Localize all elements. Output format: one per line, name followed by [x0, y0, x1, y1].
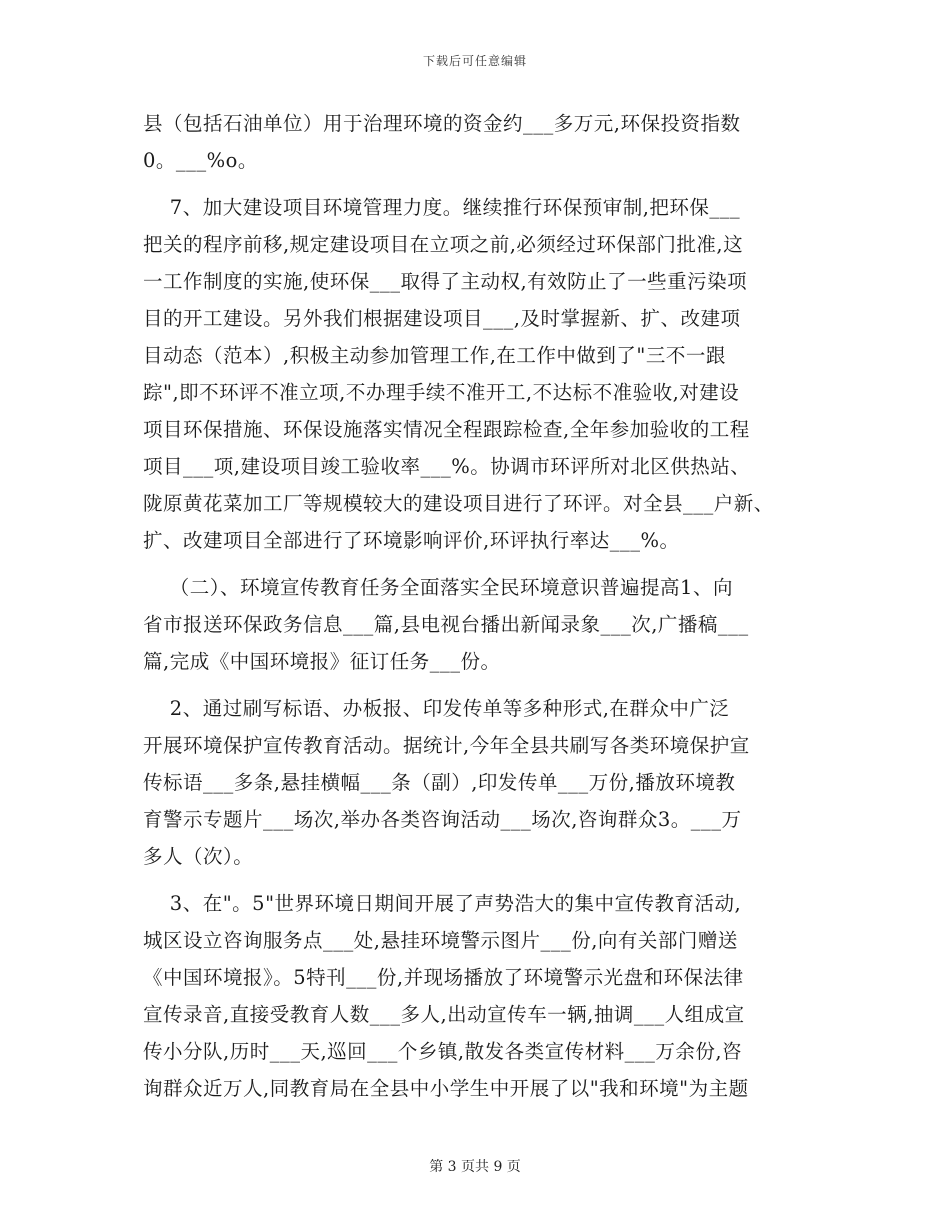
text-line: 县（包括石油单位）用于治理环境的资金约___多万元,环保投资指数 — [143, 112, 741, 135]
text-line: 把关的程序前移,规定建设项目在立项之前,必须经过环保部门批准,这 — [143, 233, 744, 256]
page-number-footer: 第 3 页共 9 页 — [429, 1159, 521, 1175]
document-body — [143, 105, 811, 1107]
text-line: 传标语___多条,悬挂横幅___条（副）,印发传单___万份,播放环境教 — [143, 771, 736, 794]
text-line: 踪",即不环评不准立项,不办理手续不准开工,不达标不准验收,对建设 — [143, 381, 740, 404]
text-line: 项目环保措施、环保设施落实情况全程跟踪检查,全年参加验收的工程 — [143, 418, 750, 441]
text-line: 目的开工建设。另外我们根据建设项目___,及时掌握新、扩、改建项 — [143, 307, 741, 330]
text-line: 3、在"。5"世界环境日期间开展了声势浩大的集中宣传教育活动, — [143, 892, 742, 915]
text-line: 篇,完成《中国环境报》征订任务___份。 — [143, 650, 501, 673]
text-line: 《中国环境报》。5特刊___份,并现场播放了环境警示光盘和环保法律 — [143, 966, 744, 989]
text-line: 7、加大建设项目环境管理力度。继续推行环保预审制,把环保___ — [143, 196, 741, 219]
paragraph-gap — [143, 680, 811, 690]
paragraph-gap — [143, 559, 811, 569]
text-line: 目动态（范本）,积极主动参加管理工作,在工作中做到了"三不一跟 — [143, 344, 726, 367]
text-line: 陇原黄花菜加工厂等规模较大的建设项目进行了环评。对全县___户新、 — [143, 492, 774, 515]
text-line: 开展环境保护宣传教育活动。据统计,今年全县共刷写各类环境保护宣 — [143, 734, 750, 757]
page-header: 下载后可任意编辑 — [422, 54, 527, 68]
text-line: 城区设立咨询服务点___处,悬挂环境警示图片___份,向有关部门赠送 — [143, 929, 738, 952]
text-line: 2、通过刷写标语、办板报、印发传单等多种形式,在群众中广泛 — [143, 697, 730, 720]
text-line: 询群众近万人,同教育局在全县中小学生中开展了以"我和环境"为主题 — [143, 1077, 749, 1100]
text-line: 省市报送环保政务信息___篇,县电视台播出新闻录象___次,广播稿___ — [143, 613, 749, 636]
paragraph-gap — [143, 875, 811, 885]
paragraph-gap — [143, 179, 811, 189]
text-line: （二）、环境宣传教育任务全面落实全民环境意识普遍提高1、向 — [143, 576, 733, 599]
text-line: 一工作制度的实施,使环保___取得了主动权,有效防止了一些重污染项 — [143, 270, 748, 293]
text-line: 育警示专题片___场次,举办各类咨询活动___场次,咨询群众3。___万 — [143, 808, 742, 831]
text-line: 0。___%o。 — [143, 149, 258, 172]
text-line: 传小分队,历时___天,巡回___个乡镇,散发各类宣传材料___万余份,咨 — [143, 1040, 743, 1063]
text-line: 多人（次）。 — [143, 845, 254, 868]
text-line: 项目___项,建设项目竣工验收率___%。协调市环评所对北区供热站、 — [143, 455, 751, 478]
text-line: 宣传录音,直接受教育人数___多人,出动宣传车一辆,抽调___人组成宣 — [143, 1003, 745, 1026]
text-line: 扩、改建项目全部进行了环境影响评价,环评执行率达___%。 — [143, 529, 680, 552]
